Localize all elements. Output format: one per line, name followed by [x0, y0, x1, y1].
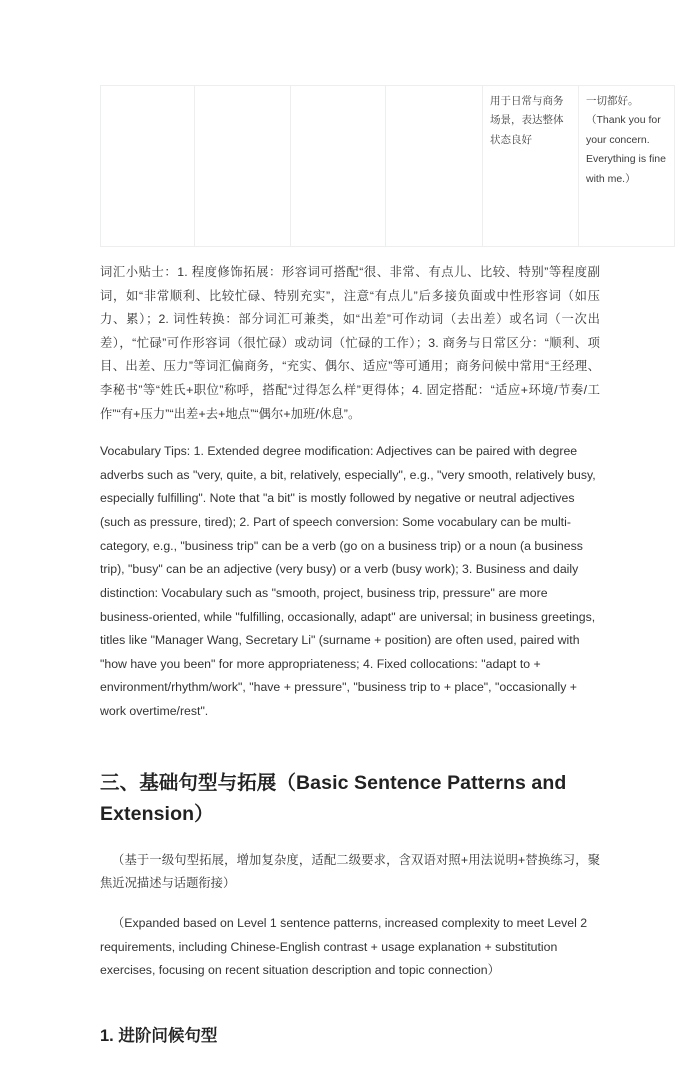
- section-note-chinese: （基于一级句型拓展，增加复杂度，适配二级要求，含双语对照+用法说明+替换练习，聚焦近况描述与话题衔接）: [100, 852, 600, 891]
- vocabulary-tips-chinese: 词汇小贴士：1. 程度修饰拓展：形容词可搭配“很、非常、有点儿、比较、特别”等程度副词，如“非常顺利、比较忙碌、特别充实”，注意“有点儿”后多接负面或中性形容词（如压力、累）；2. 词性转换：部分词汇可兼类，如“出差”可作动词（去出差）或名词（一次出差），“忙碌”可作形容词（很忙碌）或动词（忙碌的工作）；3. 商务与日常区分：“顺利、项目、出差、压力”等词汇偏商务，“充实、偶尔、适应”等可通用；商务问候中常用“王经理、李秘书”等“姓氏+职位”称呼，搭配“过得怎么样”更得体；4. 固定搭配：“适应+环境/节奏/工作”“有+压力”“出差+去+地点”“偶尔+加班/休息”。: [100, 265, 600, 421]
- vocabulary-tips-english: Vocabulary Tips: 1. Extended degree modification: Adjectives can be paired with degree adverbs such as "very, quite, a bit, relatively, especially", e.g., "very smooth, relatively busy, especially fulfilling". Note that "a bit" is mostly followed by negative or neutral adjectives (such as pressure, tired); 2. Part of speech conversion: Some vocabulary can be multi-category, e.g., "business trip" can be a verb (go on a business trip) or a noun (a business trip), "busy" can be an adjective (very busy) or a verb (busy work); 3. Business and daily distinction: Vocabulary such as "smooth, project, business trip, pressure" are more business-oriented, while "fulfilling, occasionally, adapt" are universal; in business greetings, titles like "Manager Wang, Secretary Li" (surname + position) are often used, paired with "how have you been" for more appropriateness; 4. Fixed collocations: "adapt to + environment/rhythm/work", "have + pressure", "business trip to + place", "occasionally + work overtime/rest".: [100, 444, 596, 718]
- vocabulary-table: [100, 85, 675, 247]
- table-cell-example: 一切都好。（Thank you for your concern. Everything is fine with me.）: [579, 86, 675, 247]
- document-page: [0, 85, 700, 1075]
- table-cell-pinyin: [195, 86, 291, 247]
- table-body: [101, 86, 675, 247]
- page-title: 三、基础句型与拓展（Basic Sentence Patterns and Extension）: [100, 771, 567, 826]
- subsection-title: 1. 进阶问候句型: [100, 1026, 218, 1045]
- section-note-english: （Expanded based on Level 1 sentence patterns, increased complexity to meet Level 2 requirements, including Chinese-English contrast + usage explanation + substitution exercises, focusing on recent situation description and topic connection）: [100, 915, 588, 978]
- table-cell-english: [386, 86, 483, 247]
- table-cell-part-of-speech: [291, 86, 386, 247]
- table-cell-usage: 用于日常与商务场景，表达整体状态良好: [483, 86, 579, 247]
- table-row: [101, 86, 675, 247]
- table-cell-word: [101, 86, 195, 247]
